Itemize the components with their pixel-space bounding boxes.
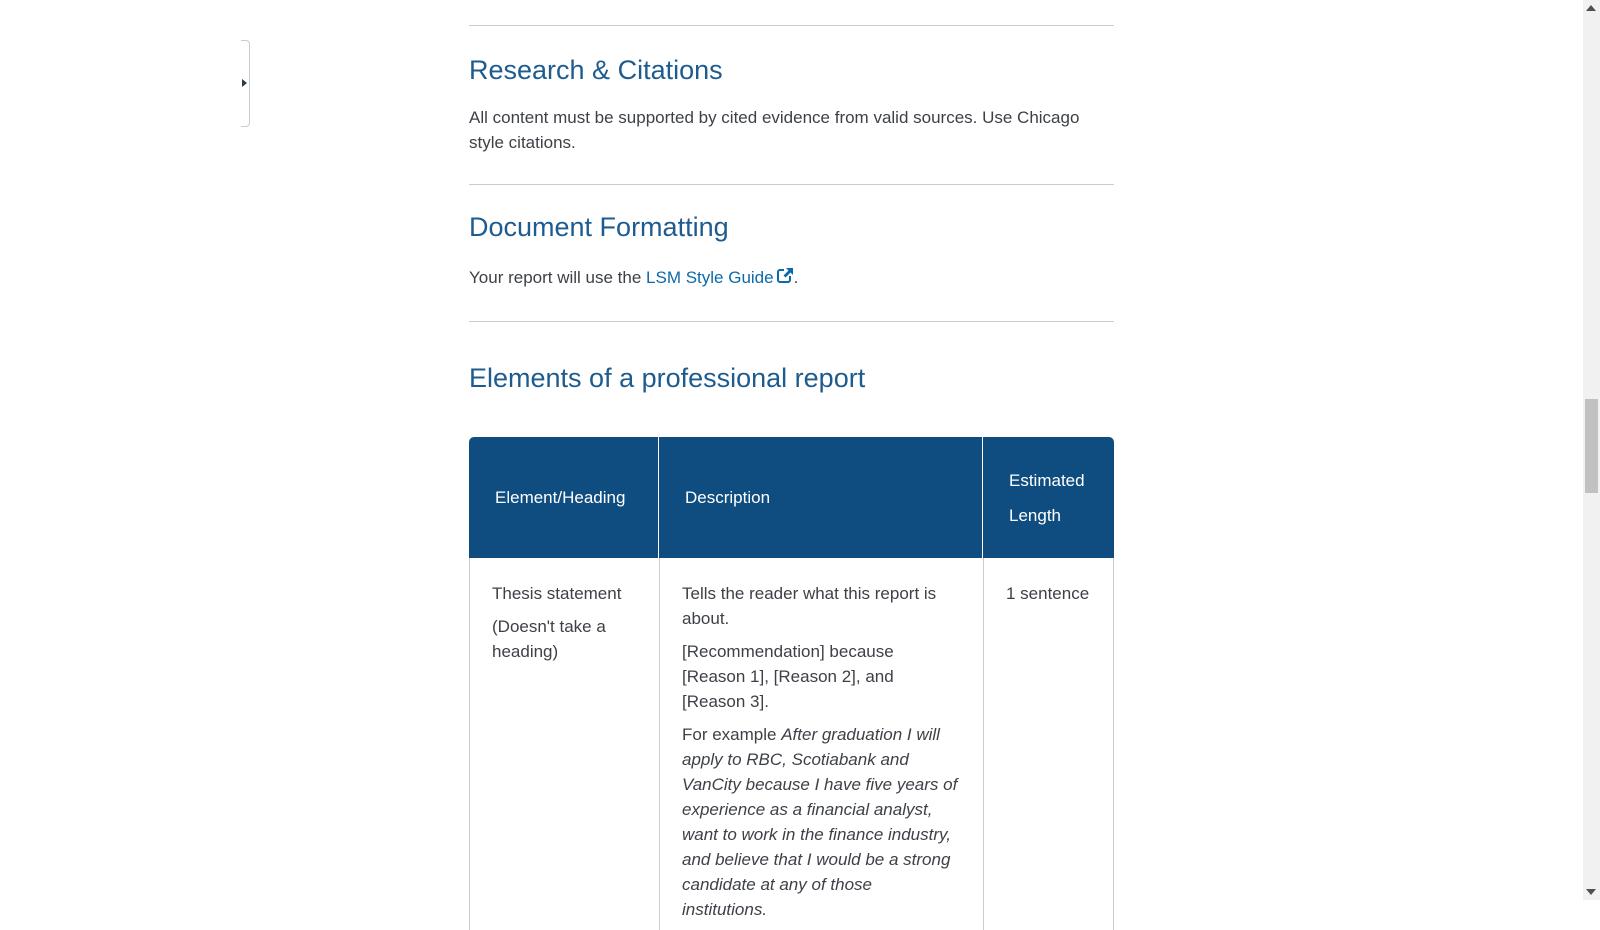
column-header-length — [983, 437, 1114, 558]
document-formatting-heading: Document Formatting — [469, 212, 729, 242]
scroll-thumb[interactable] — [1585, 399, 1598, 493]
section-divider — [469, 184, 1114, 185]
element-note: (Doesn't take a heading) — [492, 617, 606, 661]
lsm-style-guide-link[interactable] — [646, 268, 794, 287]
column-header-length-line1: Estimated — [1009, 470, 1085, 490]
length-cell — [983, 558, 1114, 930]
document-formatting-text — [469, 265, 1114, 291]
report-elements-table — [469, 437, 1114, 930]
scroll-down-arrow-icon[interactable] — [1586, 889, 1596, 895]
description-cell — [659, 558, 983, 930]
caret-right-icon — [242, 79, 247, 87]
formatting-text-suffix: . — [793, 268, 799, 287]
section-divider — [469, 25, 1114, 26]
column-header-element: Element/Heading — [469, 437, 659, 558]
element-name: Thesis statement — [492, 584, 622, 603]
formatting-text-prefix: Your report will use the — [469, 268, 647, 287]
scroll-up-arrow-icon[interactable] — [1586, 5, 1596, 11]
external-link-icon — [777, 266, 794, 291]
length-value: 1 sentence — [1006, 584, 1090, 603]
sidebar-toggle-button[interactable] — [241, 40, 250, 127]
example-prefix: For example — [682, 725, 782, 744]
table-row — [469, 558, 1114, 930]
table-header-row — [469, 437, 1114, 558]
lsm-style-guide-link-label: LSM Style Guide — [646, 268, 774, 287]
column-header-length-line2: Length — [1009, 505, 1061, 525]
section-divider — [469, 321, 1114, 322]
vertical-scrollbar[interactable] — [1583, 0, 1600, 900]
research-citations-text: All content must be supported by cited evidence from valid sources. Use Chicago style citations. — [469, 108, 1080, 152]
element-cell — [469, 558, 659, 930]
description-text: Tells the reader what this report is about. — [682, 584, 937, 628]
description-example — [682, 722, 961, 922]
elements-heading: Elements of a professional report — [469, 363, 866, 393]
main-content — [469, 0, 1114, 394]
research-citations-heading: Research & Citations — [469, 55, 723, 85]
example-text: After graduation I will apply to RBC, Scotiabank and VanCity because I have five years of experience as a financial analyst, want to work in the finance industry, and believe that I would be a strong candidate at any of those institutions. — [682, 725, 958, 919]
description-formula: [Recommendation] because [Reason 1], [Reason 2], and [Reason 3]. — [682, 642, 894, 711]
column-header-description: Description — [659, 437, 983, 558]
